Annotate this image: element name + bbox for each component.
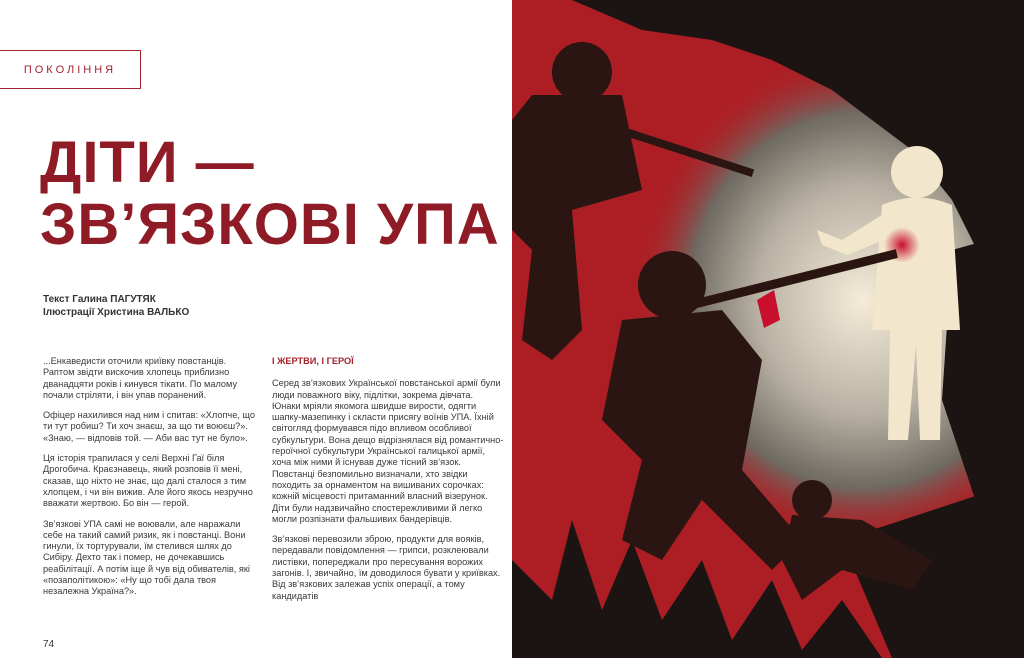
article-title [40, 132, 500, 256]
paragraph: Зв’язкові перевозили зброю, продукти для вояків, передавали повідомлення — грипси, розклеювали листівки, попереджали про пересування ворожих загонів. І, звичайно, їм доводилося бувати у криївках. Від зв’язкових залежав успіх операції, а тому кандидатів [272, 534, 501, 601]
byline-illustrator: Ілюстрації Христина ВАЛЬКО [43, 307, 190, 318]
illustration [512, 0, 1024, 658]
paragraph: Серед зв’язкових Української повстанської армії були люди поважного віку, підлітки, зокрема дівчата. Юнаки мріяли якомога швидше вирости, одягти шапку-мазепинку і скласти присягу воїнів УПА. Їхній світогляд формувався підо впливом особливої субкультури. Вона дещо відрізнялася від романтично-героїчної субкультури Української галицької армії, хоча між ними й існував дуже тісний зв’язок. Повстанці безпомильно визначали, хто звідки походить за орнаментом на вишиваних сорочках: кожній місцевості притаманний власний візерунок. Діти були надзвичайно спостережливими й легко могли розпізнати фальшивих бандерівців. [272, 378, 504, 524]
text-column-1 [43, 356, 257, 607]
subheading: І ЖЕРТВИ, І ГЕРОЇ [272, 356, 354, 366]
paragraph: Офіцер нахилився над ним і спитав: «Хлопче, що ти тут робиш? Ти хоч знаєш, за що ти воюєш?». «Знаю, — відповів той. — Аби вас тут не було». [43, 410, 255, 443]
title-line-1: ДІТИ — [40, 130, 255, 195]
byline-author: Текст Галина ПАГУТЯК [43, 294, 156, 305]
illustration-artwork [512, 0, 1024, 658]
paragraph: Зв’язкові УПА самі не воювали, але наражали себе на такий самий ризик, як і повстанці. Вони гинули, їх тортурували, їм стелився шлях до Сибіру. Дехто так і помер, не дочекавшись реабілітації. А потім іще й чув від обивателів, які «позаполітикою»: «Ну що тобі дала твоя незалежна Україна?». [43, 518, 250, 597]
paragraph: ...Енкаведисти оточили криївку повстанців. Раптом звідти вискочив хлопець приблизно дванадцяти років і кинувся тікати. По малому почали стріляти, і він упав поранений. [43, 356, 238, 400]
paragraph: Ця історія трапилася у селі Верхні Гаї біля Дрогобича. Краєзнавець, який розповів її мені, сказав, що ніхто не знає, що далі сталося з тим хлопцем, і чи він вижив. Але його якось незручно вважати жертвою. Бо він — герой. [43, 453, 253, 509]
text-column-2 [272, 356, 504, 611]
byline [43, 293, 189, 319]
page-number: 74 [43, 639, 55, 650]
title-line-2: ЗВ’ЯЗКОВІ УПА [40, 192, 500, 257]
section-tag: ПОКОЛІННЯ [0, 50, 141, 89]
